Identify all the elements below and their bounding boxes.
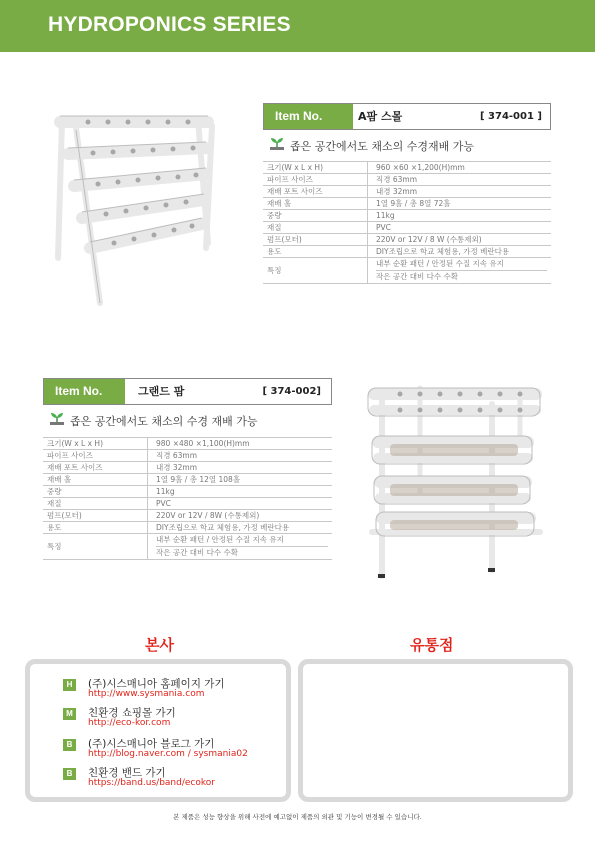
link-url[interactable]: http://www.sysmania.com: [88, 689, 205, 699]
spec-key: 특징: [43, 534, 148, 560]
spec-value: 1열 9홀 / 총 8열 72홀: [368, 198, 552, 210]
link-badge-icon: H: [63, 679, 76, 691]
spec-value: DIY조립으로 학교 체험용, 가정 베란다용: [368, 246, 552, 258]
spec-key: 파이프 사이즈: [263, 174, 368, 186]
sprout-icon: [49, 412, 65, 426]
spec-row: [263, 174, 551, 186]
spec-value: DIY조립으로 학교 체험용, 가정 베란다용: [148, 522, 333, 534]
spec-value: PVC: [368, 222, 552, 234]
header-bar: [0, 0, 595, 52]
spec-key: 중량: [263, 210, 368, 222]
spec-key: 펌프(모터): [263, 234, 368, 246]
spec-row-features: [43, 534, 332, 560]
spec-key: 펌프(모터): [43, 510, 148, 522]
spec-value: 1열 9홀 / 총 12열 108홀: [148, 474, 333, 486]
page-title: HYDROPONICS SERIES: [48, 13, 291, 36]
spec-value: 11kg: [148, 486, 333, 498]
link-url[interactable]: https://band.us/band/ecokor: [88, 778, 215, 788]
spec-row: [263, 198, 551, 210]
spec-key: 재배 홀: [43, 474, 148, 486]
spec-key: 용도: [43, 522, 148, 534]
tagline: [43, 409, 332, 431]
spec-row: [263, 234, 551, 246]
dealer-box: [298, 659, 573, 802]
spec-row: [43, 462, 332, 474]
product-code: [ 374-002]: [262, 386, 321, 397]
spec-value: 220V or 12V / 8W (수통제외): [148, 510, 333, 522]
spec-key: 재배 포트 사이즈: [263, 186, 368, 198]
spec-row: [263, 186, 551, 198]
item-header: [263, 103, 551, 130]
spec-value: 960 ×60 ×1,200(H)mm: [368, 162, 552, 174]
spec-table: [43, 437, 332, 560]
tagline: [263, 134, 551, 156]
link-badge-icon: B: [63, 739, 76, 751]
spec-row: [263, 210, 551, 222]
spec-row: [43, 474, 332, 486]
spec-key: 재배 홀: [263, 198, 368, 210]
spec-row: [43, 450, 332, 462]
spec-key: 특징: [263, 258, 368, 284]
spec-table: [263, 161, 551, 284]
link-url[interactable]: http://blog.naver.com / sysmania02: [88, 749, 248, 759]
spec-row: [43, 510, 332, 522]
spec-value: 내경 32mm: [148, 462, 333, 474]
spec-row: [43, 498, 332, 510]
spec-value: 980 ×480 ×1,100(H)mm: [148, 438, 333, 450]
link-url[interactable]: http://eco-kor.com: [88, 718, 171, 728]
product2-image: [360, 380, 550, 580]
spec-key: 재질: [43, 498, 148, 510]
spec-row: [263, 246, 551, 258]
product1-panel: [263, 103, 551, 284]
spec-row: [43, 486, 332, 498]
dealer-title: 유통점: [410, 636, 454, 654]
spec-key: 크기(W x L x H): [263, 162, 368, 174]
feature-line: 작은 공간 대비 다수 수확: [156, 546, 328, 559]
spec-row: [43, 438, 332, 450]
feature-line: 내부 순환 패턴 / 안정된 수질 지속 유지: [156, 535, 284, 544]
spec-key: 용도: [263, 246, 368, 258]
tagline-text: 좁은 공간에서도 채소의 수경 재배 가능: [70, 415, 258, 428]
link-label[interactable]: (주)시스매니아 홈페이지 가기: [88, 678, 225, 690]
spec-key: 크기(W x L x H): [43, 438, 148, 450]
link-badge-icon: B: [63, 768, 76, 780]
spec-row: [263, 162, 551, 174]
link-label[interactable]: 친환경 밴드 가기: [88, 767, 166, 779]
spec-row: [43, 522, 332, 534]
spec-value: 11kg: [368, 210, 552, 222]
spec-key: 재배 포트 사이즈: [43, 462, 148, 474]
link-label[interactable]: 친환경 쇼핑몰 가기: [88, 707, 176, 719]
item-no-tag: Item No.: [44, 379, 125, 404]
hq-title: 본사: [145, 636, 174, 654]
spec-value: 내경 32mm: [368, 186, 552, 198]
link-badge-icon: M: [63, 708, 76, 720]
product2-panel: [43, 378, 332, 560]
spec-value: 직경 63mm: [368, 174, 552, 186]
tagline-text: 좁은 공간에서도 채소의 수경재배 가능: [290, 140, 475, 153]
item-no-tag: Item No.: [264, 104, 353, 129]
spec-features: [148, 534, 333, 560]
spec-key: 재질: [263, 222, 368, 234]
footer-notice: 본 제품은 성능 향상을 위해 사전에 예고없이 제품의 외관 및 기능이 변경될 수 있습니다.: [173, 813, 422, 821]
spec-key: 중량: [43, 486, 148, 498]
sprout-icon: [269, 137, 285, 151]
spec-value: 직경 63mm: [148, 450, 333, 462]
product-name: A팜 스몰: [358, 110, 403, 123]
link-label[interactable]: (주)시스매니아 블로그 가기: [88, 738, 215, 750]
spec-row-features: [263, 258, 551, 284]
spec-features: [368, 258, 552, 284]
product-name: 그랜드 팜: [138, 385, 185, 398]
product1-image: [48, 108, 230, 308]
item-header: [43, 378, 332, 405]
spec-value: PVC: [148, 498, 333, 510]
spec-value: 220V or 12V / 8 W (수통제외): [368, 234, 552, 246]
spec-key: 파이프 사이즈: [43, 450, 148, 462]
feature-line: 작은 공간 대비 다수 수확: [376, 270, 547, 283]
spec-row: [263, 222, 551, 234]
product-code: [ 374-001 ]: [479, 111, 542, 122]
feature-line: 내부 순환 패턴 / 안정된 수질 지속 유지: [376, 259, 504, 268]
